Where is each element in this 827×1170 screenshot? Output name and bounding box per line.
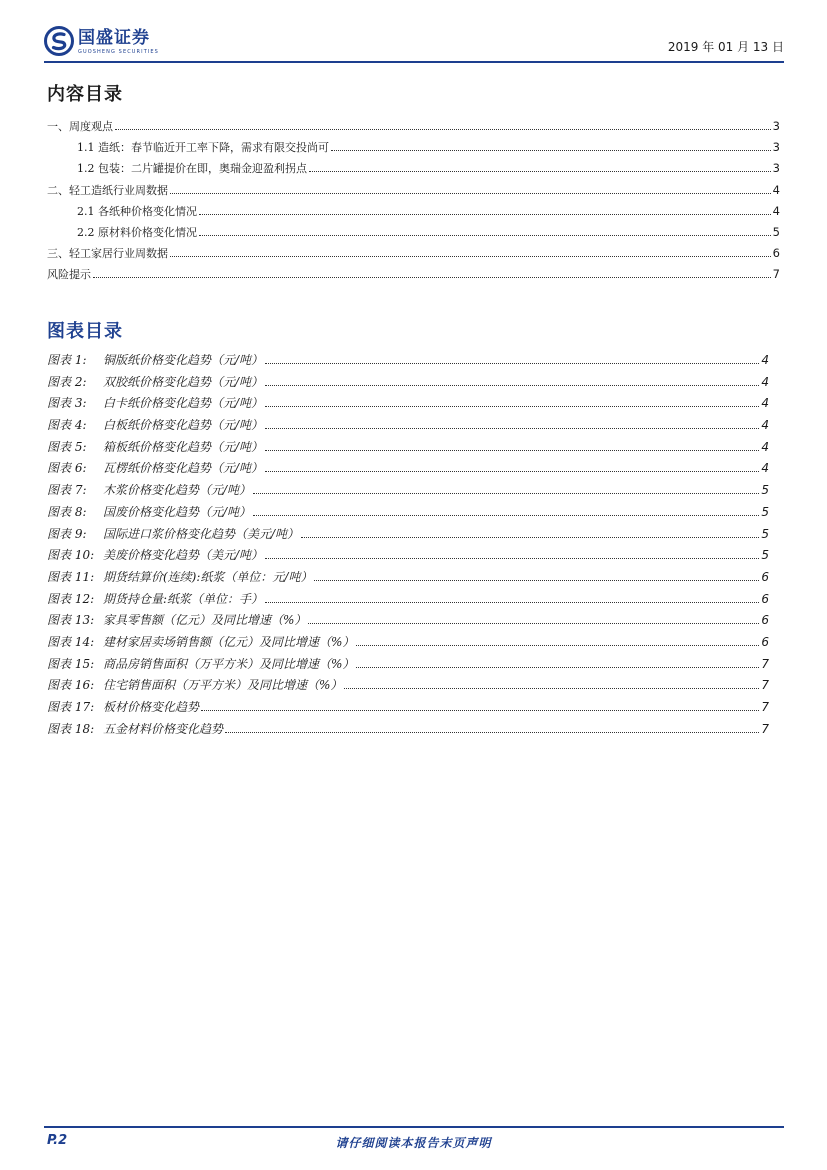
contents-entry-page: 3 [772,161,780,176]
dot-leader [265,406,759,407]
chart-entry-number: 图表 12: [47,591,95,606]
contents-entry-page: 4 [772,182,780,197]
chart-entry-label: 铜版纸价格变化趋势（元/吨） [103,353,264,367]
contents-title: 内容目录 [47,84,123,105]
chart-entry[interactable] [47,373,769,395]
chart-entry[interactable] [47,590,769,612]
chart-entry-label: 瓦楞纸价格变化趋势（元/吨） [103,461,264,476]
dot-leader [199,214,771,215]
dot-leader [356,667,759,668]
dot-leader [265,450,759,451]
chart-entry-number: 图表 11: [47,569,95,584]
dot-leader [201,710,759,711]
dot-leader [93,277,771,278]
contents-entry-page: 4 [772,203,780,218]
chart-entry-page: 7 [761,721,769,736]
chart-entry[interactable] [47,438,769,460]
page-header [44,24,784,62]
dot-leader [265,428,759,429]
chart-entry-number: 图表 17: [47,700,95,714]
chart-entry-label: 木浆价格变化趋势（元/吨） [103,483,252,498]
chart-entry-page: 6 [761,634,769,649]
chart-entry-number: 图表 8: [47,504,87,519]
contents-entry[interactable] [47,160,780,181]
dot-leader [309,171,771,172]
dot-leader [170,256,771,257]
dot-leader [265,558,759,559]
report-date: 2019 年 01 月 13 日 [667,40,784,54]
contents-entry[interactable] [47,245,780,266]
contents-entry-label: 一、周度观点 [47,120,113,133]
chart-entry-page: 4 [761,353,769,367]
chart-entry-label: 国废价格变化趋势（元/吨） [103,504,252,519]
dot-leader [225,732,759,733]
contents-entry-label: 风险提示 [47,268,91,282]
chart-entry[interactable] [47,720,769,742]
chart-entry-page: 4 [761,439,769,454]
contents-entry-page: 6 [772,246,780,261]
chart-entry-label: 国际进口浆价格变化趋势（美元/吨） [103,526,300,541]
chart-entry[interactable] [47,633,769,655]
chart-entry-label: 五金材料价格变化趋势 [103,721,224,736]
contents-entry[interactable] [47,118,780,139]
chart-entry-page: 6 [761,569,769,584]
chart-entry[interactable] [47,394,769,416]
disclaimer-note: 请仔细阅读本报告末页声明 [335,1136,492,1150]
chart-entry[interactable] [47,698,769,720]
logo-mark-icon [44,26,74,56]
contents-entry-page: 3 [772,140,780,155]
chart-entry-label: 双胶纸价格变化趋势（元/吨） [103,374,264,389]
chart-entry-number: 图表 13: [47,613,95,628]
chart-entry-page: 4 [761,374,769,389]
dot-leader [170,193,771,194]
chart-entry-page: 4 [761,461,769,476]
dot-leader [199,235,771,236]
chart-entry-number: 图表 3: [47,396,87,411]
dot-leader [301,537,759,538]
chart-entry-label: 白板纸价格变化趋势（元/吨） [103,418,264,433]
chart-entry[interactable] [47,676,769,698]
chart-entry-page: 5 [761,504,769,519]
chart-entry[interactable] [47,611,769,633]
chart-entry-number: 图表 1: [47,353,87,367]
chart-entry-label: 期货结算价(连续):纸浆（单位：元/吨） [103,569,313,584]
chart-entry-number: 图表 4: [47,418,87,433]
chart-entry-page: 7 [761,700,769,714]
contents-entry[interactable] [47,139,780,160]
chart-entry[interactable] [47,568,769,590]
dot-leader [331,150,771,151]
chart-entry-page: 6 [761,591,769,606]
dot-leader [265,471,759,472]
contents-entry-label: 1.1 造纸：春节临近开工率下降，需求有限交投尚可 [77,141,329,155]
header-divider [44,61,784,63]
dot-leader [265,385,759,386]
chart-entry-page: 4 [761,396,769,411]
charts-title: 图表目录 [47,321,123,342]
chart-entry-number: 图表 9: [47,526,87,541]
chart-entry[interactable] [47,416,769,438]
footer-divider [44,1126,784,1128]
chart-entry[interactable] [47,481,769,503]
contents-entry[interactable] [47,224,780,245]
dot-leader [344,688,759,689]
chart-entry-number: 图表 16: [47,678,95,693]
chart-entry-number: 图表 7: [47,483,87,498]
chart-entry[interactable] [47,546,769,568]
charts-list [47,351,769,741]
contents-entry-label: 三、轻工家居行业周数据 [47,247,168,261]
chart-entry-label: 住宅销售面积（万平方米）及同比增速（%） [103,678,343,693]
chart-entry[interactable] [47,655,769,677]
dot-leader [308,623,759,624]
dot-leader [253,515,759,516]
logo-english-name: GUOSHENG SECURITIES [78,49,159,55]
chart-entry-label: 白卡纸价格变化趋势（元/吨） [103,396,264,411]
chart-entry-label: 美废价格变化趋势（美元/吨） [103,548,264,563]
chart-entry-label: 家具零售额（亿元）及同比增速（%） [103,613,307,628]
chart-entry[interactable] [47,503,769,525]
dot-leader [265,363,759,364]
logo-name: 国盛证券 [78,28,150,48]
contents-entry[interactable] [47,266,780,287]
contents-entry-page: 3 [772,119,780,133]
contents-entry-page: 5 [772,224,780,239]
dot-leader [265,602,759,603]
chart-entry-page: 7 [761,678,769,693]
chart-entry[interactable] [47,525,769,547]
chart-entry-label: 板材价格变化趋势 [103,700,200,714]
dot-leader [115,129,771,130]
page-number: P.2 [47,1133,68,1148]
chart-entry-number: 图表 5: [47,439,87,454]
chart-entry-label: 期货持仓量:纸浆（单位：手） [103,591,264,606]
chart-entry[interactable] [47,351,769,373]
chart-entry-label: 商品房销售面积（万平方米）及同比增速（%） [103,656,355,671]
chart-entry-page: 4 [761,418,769,433]
chart-entry-page: 5 [761,526,769,541]
chart-entry-page: 6 [761,613,769,628]
chart-entry-label: 建材家居卖场销售额（亿元）及同比增速（%） [103,634,355,649]
dot-leader [314,580,759,581]
chart-entry-number: 图表 14: [47,634,95,649]
chart-entry-page: 7 [761,656,769,671]
contents-entry-page: 7 [772,267,780,282]
contents-entry-label: 2.1 各纸种价格变化情况 [77,204,197,218]
dot-leader [356,645,759,646]
chart-entry-page: 5 [761,483,769,498]
chart-entry[interactable] [47,459,769,481]
chart-entry-page: 5 [761,548,769,563]
contents-list [47,118,780,288]
chart-entry-number: 图表 18: [47,721,95,736]
contents-entry[interactable] [47,203,780,224]
chart-entry-number: 图表 10: [47,548,95,563]
dot-leader [253,493,759,494]
chart-entry-label: 箱板纸价格变化趋势（元/吨） [103,439,264,454]
chart-entry-number: 图表 6: [47,461,87,476]
contents-entry[interactable] [47,182,780,203]
contents-entry-label: 二、轻工造纸行业周数据 [47,183,168,197]
chart-entry-number: 图表 15: [47,656,95,671]
contents-entry-label: 1.2 包装：二片罐提价在即，奥瑞金迎盈利拐点 [77,162,307,176]
contents-entry-label: 2.2 原材料价格变化情况 [77,225,197,239]
chart-entry-number: 图表 2: [47,374,87,389]
company-logo [44,24,159,62]
